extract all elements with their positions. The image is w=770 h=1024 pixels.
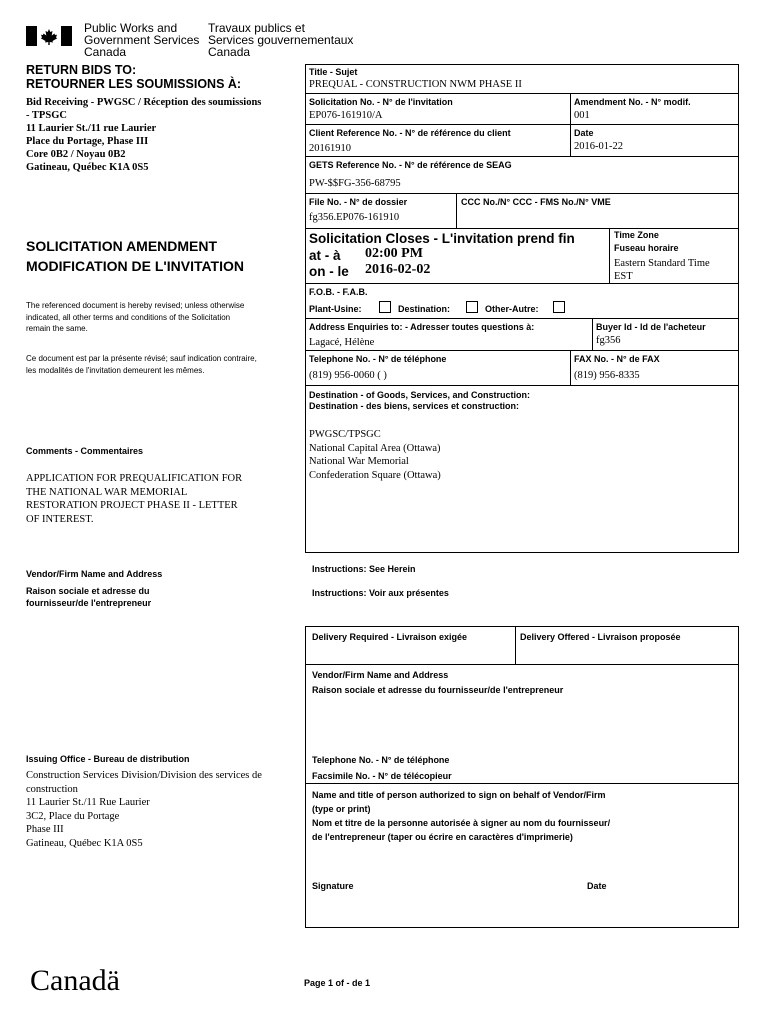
destination-goods-label bbox=[309, 390, 530, 412]
date-label: Date bbox=[574, 128, 594, 138]
vendor-name-label: Vendor/Firm Name and Address bbox=[312, 670, 449, 680]
closing-time-value: 02:00 PM bbox=[365, 246, 423, 261]
issuing-line: Construction Services Division/Division des services de bbox=[26, 770, 262, 781]
fob-label: F.O.B. - F.A.B. bbox=[309, 287, 368, 297]
address-line: - TPSGC bbox=[26, 110, 67, 121]
instructions-fr: Instructions: Voir aux présentes bbox=[312, 588, 449, 598]
signer-line: de l'entrepreneur (taper ou écrire en caractères d'imprimerie) bbox=[312, 832, 573, 842]
telephone-label: Telephone No. - N° de téléphone bbox=[309, 354, 447, 364]
destination-line: Confederation Square (Ottawa) bbox=[309, 469, 441, 481]
address-line: Place du Portage, Phase III bbox=[26, 136, 149, 147]
file-no-label: File No. - N° de dossier bbox=[309, 197, 408, 207]
revision-note-fr bbox=[26, 353, 257, 376]
return-bids-heading bbox=[26, 63, 241, 91]
dept-en-line3: Canada bbox=[84, 45, 127, 59]
amendment-no-label: Amendment No. - N° modif. bbox=[574, 97, 691, 107]
title-value: PREQUAL - CONSTRUCTION NWM PHASE II bbox=[309, 79, 522, 90]
time-zone-label-fr: Fuseau horaire bbox=[614, 243, 679, 253]
solicitation-no-label: Solicitation No. - N° de l'invitation bbox=[309, 97, 453, 107]
address-line: Gatineau, Québec K1A 0S5 bbox=[26, 162, 149, 173]
destination-line: National War Memorial bbox=[309, 456, 409, 467]
note-line: indicated, all other terms and conditions of the Solicitation bbox=[26, 312, 231, 322]
at-label: at - à bbox=[309, 248, 341, 263]
client-reference-label: Client Reference No. - N° de référence du client bbox=[309, 128, 511, 138]
signature-date-label: Date bbox=[587, 881, 607, 891]
client-reference-value: 20161910 bbox=[309, 143, 351, 154]
comments-line: RESTORATION PROJECT PHASE II - LETTER bbox=[26, 500, 238, 511]
comments-line: OF INTEREST. bbox=[26, 513, 94, 525]
page-number: Page 1 of - de 1 bbox=[304, 978, 371, 988]
dept-fr-line1: Travaux publics et bbox=[208, 21, 305, 35]
title-label: Title - Sujet bbox=[309, 67, 358, 77]
address-line: 11 Laurier St./11 rue Laurier bbox=[26, 123, 157, 134]
department-name-en bbox=[84, 22, 199, 58]
fax-value: (819) 956-8335 bbox=[574, 370, 640, 381]
comments-line: THE NATIONAL WAR MEMORIAL bbox=[26, 486, 188, 498]
issuing-line: Gatineau, Québec K1A 0S5 bbox=[26, 837, 143, 849]
on-label: on - le bbox=[309, 264, 349, 279]
delivery-required-label: Delivery Required - Livraison exigée bbox=[312, 632, 468, 642]
ccc-no-label: CCC No./N° CCC - FMS No./N° VME bbox=[461, 197, 611, 207]
destination-fob-label: Destination: bbox=[398, 304, 451, 314]
amendment-title-en: SOLICITATION AMENDMENT bbox=[26, 238, 218, 254]
signer-line: (type or print) bbox=[312, 804, 371, 814]
time-zone-line: EST bbox=[614, 271, 633, 282]
vendor-label-fr-line: Raison sociale et adresse du bbox=[26, 586, 150, 596]
buyer-id-label: Buyer Id - Id de l'acheteur bbox=[596, 322, 706, 332]
solicitation-no-value: EP076-161910/A bbox=[309, 110, 383, 121]
time-zone-line: Eastern Standard Time bbox=[614, 258, 710, 269]
address-enquiries-value: Lagacé, Hélène bbox=[309, 337, 375, 348]
destination-line: PWGSC/TPSGC bbox=[309, 429, 381, 440]
destination-goods-label-line: Destination - des biens, services et construction: bbox=[309, 401, 520, 411]
comments-label: Comments - Commentaires bbox=[26, 446, 144, 456]
dept-fr-line3: Canada bbox=[208, 45, 251, 59]
instructions-en: Instructions: See Herein bbox=[312, 564, 416, 574]
issuing-line: Phase III bbox=[26, 824, 64, 835]
return-address bbox=[26, 96, 261, 174]
gets-reference-value: PW-$$FG-356-68795 bbox=[309, 178, 401, 189]
destination-checkbox[interactable] bbox=[466, 301, 478, 313]
date-value: 2016-01-22 bbox=[574, 141, 623, 152]
signer-line: Name and title of person authorized to sign on behalf of Vendor/Firm bbox=[312, 790, 606, 800]
vendor-label: Vendor/Firm Name and Address bbox=[26, 569, 163, 579]
destination-goods-label-line: Destination - of Goods, Services, and Construction: bbox=[309, 390, 531, 400]
file-no-value: fg356.EP076-161910 bbox=[309, 212, 400, 223]
fax-label: FAX No. - N° de FAX bbox=[574, 354, 660, 364]
amendment-no-value: 001 bbox=[574, 110, 590, 121]
comments-text bbox=[26, 472, 242, 526]
canada-flag-icon bbox=[26, 26, 72, 46]
other-autre-label: Other-Autre: bbox=[485, 304, 539, 314]
address-line: Bid Receiving - PWGSC / Réception des soumissions bbox=[26, 97, 262, 108]
gets-reference-label: GETS Reference No. - N° de référence de SEAG bbox=[309, 160, 512, 170]
issuing-line: construction bbox=[26, 783, 78, 795]
note-line: The referenced document is hereby revised; unless otherwise bbox=[26, 301, 245, 310]
canada-wordmark: Canadä bbox=[30, 964, 120, 997]
signer-line: Nom et titre de la personne autorisée à signer au nom du fournisseur/ bbox=[312, 818, 611, 828]
vendor-label-fr-line: fournisseur/de l'entrepreneur bbox=[26, 598, 152, 608]
dept-en-line1: Public Works and bbox=[84, 21, 178, 35]
address-line: Core 0B2 / Noyau 0B2 bbox=[26, 149, 126, 160]
vendor-name-label-fr: Raison sociale et adresse du fournisseur/de l'entrepreneur bbox=[312, 685, 564, 695]
destination-address bbox=[309, 428, 441, 482]
solicitation-closes-heading: Solicitation Closes - L'invitation prend fin bbox=[309, 231, 575, 246]
note-line: Ce document est par la présente révisé; sauf indication contraire, bbox=[26, 354, 257, 363]
other-autre-checkbox[interactable] bbox=[553, 301, 565, 313]
address-enquiries-label: Address Enquiries to: - Adresser toutes questions à: bbox=[309, 322, 535, 332]
issuing-line: 3C2, Place du Portage bbox=[26, 810, 120, 822]
department-name-fr bbox=[208, 22, 353, 58]
delivery-offered-label: Delivery Offered - Livraison proposée bbox=[520, 632, 681, 642]
dept-en-line2: Government Services bbox=[84, 33, 200, 47]
revision-note-en bbox=[26, 300, 244, 335]
time-zone-label: Time Zone bbox=[614, 230, 659, 240]
telephone-value: (819) 956-0060 ( ) bbox=[309, 370, 387, 381]
buyer-id-value: fg356 bbox=[596, 335, 621, 346]
destination-line: National Capital Area (Ottawa) bbox=[309, 442, 441, 454]
issuing-line: 11 Laurier St./11 Rue Laurier bbox=[26, 797, 150, 808]
amendment-title-fr: MODIFICATION DE L'INVITATION bbox=[26, 258, 244, 274]
signature-label: Signature bbox=[312, 881, 354, 891]
dept-fr-line2: Services gouvernementaux bbox=[208, 33, 354, 47]
comments-line: APPLICATION FOR PREQUALIFICATION FOR bbox=[26, 473, 243, 484]
vendor-label-fr bbox=[26, 585, 151, 609]
time-zone-value bbox=[614, 257, 710, 283]
amendment-title bbox=[26, 236, 244, 276]
vendor-facsimile-label: Facsimile No. - N° de télécopieur bbox=[312, 771, 452, 781]
issuing-office-label: Issuing Office - Bureau de distribution bbox=[26, 754, 190, 764]
issuing-office-address bbox=[26, 769, 262, 850]
closing-date-value: 2016-02-02 bbox=[365, 262, 431, 277]
plant-usine-label: Plant-Usine: bbox=[309, 304, 362, 314]
return-bids-fr: RETOURNER LES SOUMISSIONS À: bbox=[26, 77, 242, 91]
vendor-telephone-label: Telephone No. - N° de téléphone bbox=[312, 755, 450, 765]
authorized-signer-label bbox=[312, 788, 610, 844]
plant-usine-checkbox[interactable] bbox=[379, 301, 391, 313]
note-line: remain the same. bbox=[26, 324, 88, 333]
return-bids-en: RETURN BIDS TO: bbox=[26, 63, 137, 77]
note-line: les modalités de l'invitation demeurent les mêmes. bbox=[26, 365, 205, 375]
